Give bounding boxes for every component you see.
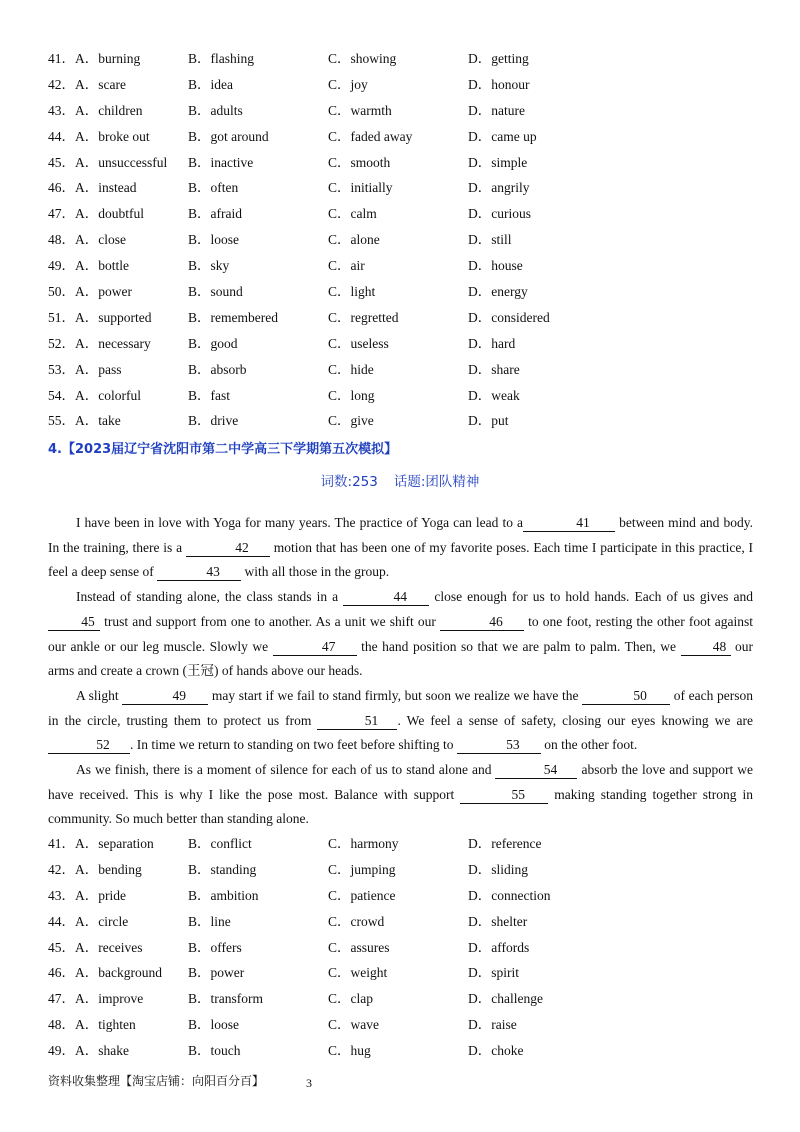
word-count: 词数:253	[320, 474, 378, 490]
option-b: B．conflict	[188, 835, 252, 851]
option-b: B．standing	[188, 861, 257, 877]
option-b: B．line	[188, 913, 231, 929]
option-c: C．air	[328, 258, 365, 274]
option-a: 44．A．circle	[48, 913, 129, 929]
option-a: 41．A．separation	[48, 835, 154, 851]
option-a: 42．A．bending	[48, 861, 142, 877]
blank-48[interactable]: 48	[681, 639, 731, 656]
option-c: C．weight	[328, 965, 388, 981]
option-c: C．smooth	[328, 154, 391, 170]
blank-51[interactable]: 51	[317, 713, 397, 730]
option-b: B．transform	[188, 991, 263, 1007]
options-table-2	[48, 829, 768, 1062]
blank-42[interactable]: 42	[186, 540, 270, 557]
option-d: D．challenge	[468, 991, 543, 1007]
option-d: D．shelter	[468, 913, 528, 929]
option-b: B．afraid	[188, 206, 242, 222]
option-a: A．necessary	[75, 335, 151, 351]
option-d: D．reference	[468, 835, 542, 851]
question-number: 53．	[48, 361, 75, 377]
footer-source: 资料收集整理【淘宝店铺：向阳百分百】	[48, 1074, 265, 1088]
question-number: 47．	[48, 206, 75, 222]
section-heading: 4.【2023届辽宁省沈阳市第二中学高三下学期第五次模拟】	[48, 442, 398, 457]
question-number: 42．	[48, 76, 75, 92]
option-a: 43．A．pride	[48, 887, 126, 903]
question-number: 43．	[48, 102, 75, 118]
blank-46[interactable]: 46	[440, 614, 524, 631]
option-row	[48, 173, 768, 199]
option-a: A．supported	[75, 309, 152, 325]
option-d: D．still	[468, 232, 512, 248]
option-row	[48, 148, 768, 174]
option-b: B．drive	[188, 413, 239, 429]
option-a: A．bottle	[75, 258, 129, 274]
option-row	[48, 355, 768, 381]
option-c: C．harmony	[328, 835, 399, 851]
option-c: C．jumping	[328, 861, 396, 877]
option-row	[48, 958, 768, 984]
option-d: D．honour	[468, 76, 530, 92]
option-a: 46．A．background	[48, 965, 162, 981]
question-number: 44．	[48, 128, 75, 144]
passage	[48, 511, 753, 832]
option-row	[48, 225, 768, 251]
option-b: B．loose	[188, 1017, 240, 1033]
option-row	[48, 984, 768, 1010]
option-row	[48, 277, 768, 303]
option-c: C．clap	[328, 991, 373, 1007]
option-row	[48, 44, 768, 70]
option-b: B．touch	[188, 1043, 241, 1059]
option-b: B．sound	[188, 283, 243, 299]
option-b: B．adults	[188, 102, 243, 118]
question-number: 51．	[48, 309, 75, 325]
option-b: B．fast	[188, 387, 230, 403]
option-c: C．joy	[328, 76, 368, 92]
option-c: C．give	[328, 413, 374, 429]
option-d: D．simple	[468, 154, 528, 170]
option-d: D．weak	[468, 387, 520, 403]
option-d: D．curious	[468, 206, 531, 222]
option-d: D．share	[468, 361, 520, 377]
option-b: B．offers	[188, 939, 242, 955]
option-a: A．instead	[75, 180, 137, 196]
question-number: 41．	[48, 50, 75, 66]
option-c: C．wave	[328, 1017, 379, 1033]
option-c: C．hug	[328, 1043, 371, 1059]
option-c: C．useless	[328, 335, 389, 351]
option-d: D．nature	[468, 102, 525, 118]
option-row	[48, 855, 768, 881]
question-number: 54．	[48, 387, 75, 403]
option-d: D．choke	[468, 1043, 524, 1059]
option-row	[48, 199, 768, 225]
blank-52[interactable]: 52	[48, 737, 130, 754]
option-d: D．angrily	[468, 180, 530, 196]
option-row	[48, 829, 768, 855]
blank-54[interactable]: 54	[495, 762, 577, 779]
option-d: D．energy	[468, 283, 528, 299]
option-row	[48, 251, 768, 277]
option-a: A．doubtful	[75, 206, 144, 222]
blank-49[interactable]: 49	[122, 688, 208, 705]
option-row	[48, 1010, 768, 1036]
option-row	[48, 1036, 768, 1062]
option-b: B．absorb	[188, 361, 247, 377]
page-number: 3	[306, 1076, 312, 1090]
passage-subtitle	[0, 470, 800, 490]
blank-55[interactable]: 55	[460, 787, 548, 804]
option-a: 49．A．shake	[48, 1043, 129, 1059]
option-b: B．got around	[188, 128, 269, 144]
question-number: 52．	[48, 335, 75, 351]
question-number: 49．	[48, 258, 75, 274]
option-row	[48, 406, 768, 432]
option-a: A．scare	[75, 76, 126, 92]
option-d: D．hard	[468, 335, 516, 351]
option-b: B．sky	[188, 258, 230, 274]
option-d: D．house	[468, 258, 523, 274]
blank-44[interactable]: 44	[343, 589, 429, 606]
question-number: 46．	[48, 180, 75, 196]
option-d: D．connection	[468, 887, 551, 903]
option-row	[48, 329, 768, 355]
option-c: C．patience	[328, 887, 396, 903]
option-d: D．put	[468, 413, 509, 429]
options-table-1	[48, 44, 768, 432]
option-a: A．unsuccessful	[75, 154, 168, 170]
option-d: D．spirit	[468, 965, 520, 981]
option-a: A．colorful	[75, 387, 141, 403]
blank-50[interactable]: 50	[582, 688, 670, 705]
blank-45[interactable]: 45	[48, 614, 100, 631]
option-row	[48, 933, 768, 959]
option-d: D．came up	[468, 128, 537, 144]
option-row	[48, 122, 768, 148]
option-d: D．sliding	[468, 861, 529, 877]
question-number: 55．	[48, 413, 75, 429]
option-d: D．affords	[468, 939, 530, 955]
paragraph: I have been in love with Yoga for many years. The practice of Yoga can lead to a 41 between mind and body. In the training, there is a 42 motion that has been one of my favorite poses. Each time I participate in this practice, I feel a deep sense of 43 with all those in the group.	[48, 515, 753, 580]
option-d: D．considered	[468, 309, 550, 325]
blank-43[interactable]: 43	[157, 564, 241, 581]
option-c: C．assures	[328, 939, 390, 955]
question-number: 45．	[48, 154, 75, 170]
option-row	[48, 70, 768, 96]
option-b: B．flashing	[188, 50, 254, 66]
option-c: C．faded away	[328, 128, 413, 144]
option-row	[48, 907, 768, 933]
option-b: B．inactive	[188, 154, 254, 170]
blank-53[interactable]: 53	[457, 737, 541, 754]
option-c: C．crowd	[328, 913, 385, 929]
paragraph: As we finish, there is a moment of silence for each of us to stand alone and 54 absorb the love and support we have received. This is why I like the pose most. Balance with support 55 making standing together strong in community. So much better than standing alone.	[48, 762, 753, 827]
option-a: A．close	[75, 232, 126, 248]
option-a: 47．A．improve	[48, 991, 144, 1007]
option-b: B．good	[188, 335, 238, 351]
option-b: B．remembered	[188, 309, 278, 325]
option-a: A．children	[75, 102, 143, 118]
option-a: 45．A．receives	[48, 939, 143, 955]
option-c: C．warmth	[328, 102, 392, 118]
option-row	[48, 303, 768, 329]
option-b: B．idea	[188, 76, 233, 92]
option-a: A．power	[75, 283, 132, 299]
option-a: A．take	[75, 413, 121, 429]
option-c: C．light	[328, 283, 376, 299]
paragraph: Instead of standing alone, the class stands in a 44 close enough for us to hold hands. Each of us gives and 45 trust and support from one to another. As a unit we shift our 46 to one foot, resting the other foot against our ankle or our leg muscle. Slowly we 47 the hand position so that we are palm to palm. Then, we 48 our arms and create a crown (王冠) of hands above our heads.	[48, 589, 754, 679]
option-b: B．often	[188, 180, 239, 196]
option-row	[48, 96, 768, 122]
option-a: A．burning	[75, 50, 141, 66]
option-c: C．calm	[328, 206, 377, 222]
option-c: C．showing	[328, 50, 397, 66]
option-row	[48, 381, 768, 407]
option-a: A．pass	[75, 361, 122, 377]
paragraph: A slight 49 may start if we fail to stand firmly, but soon we realize we have the 50 of each person in the circle, trusting them to protect us from 51 . We feel a sense of safety, closing our eyes knowing we are 52 . In time we return to standing on two feet before shifting to 53 on the other foot.	[48, 687, 753, 753]
option-b: B．power	[188, 965, 245, 981]
question-number: 50．	[48, 283, 75, 299]
option-c: C．initially	[328, 180, 393, 196]
option-d: D．getting	[468, 50, 529, 66]
option-c: C．alone	[328, 232, 380, 248]
topic: 话题:团队精神	[393, 474, 480, 490]
option-c: C．long	[328, 387, 375, 403]
option-b: B．ambition	[188, 887, 259, 903]
option-c: C．regretted	[328, 309, 399, 325]
blank-47[interactable]: 47	[273, 639, 357, 656]
option-c: C．hide	[328, 361, 374, 377]
option-d: D．raise	[468, 1017, 517, 1033]
option-row	[48, 881, 768, 907]
option-a: 48．A．tighten	[48, 1017, 136, 1033]
option-a: A．broke out	[75, 128, 150, 144]
option-b: B．loose	[188, 232, 240, 248]
blank-41[interactable]: 41	[523, 515, 615, 532]
question-number: 48．	[48, 232, 75, 248]
